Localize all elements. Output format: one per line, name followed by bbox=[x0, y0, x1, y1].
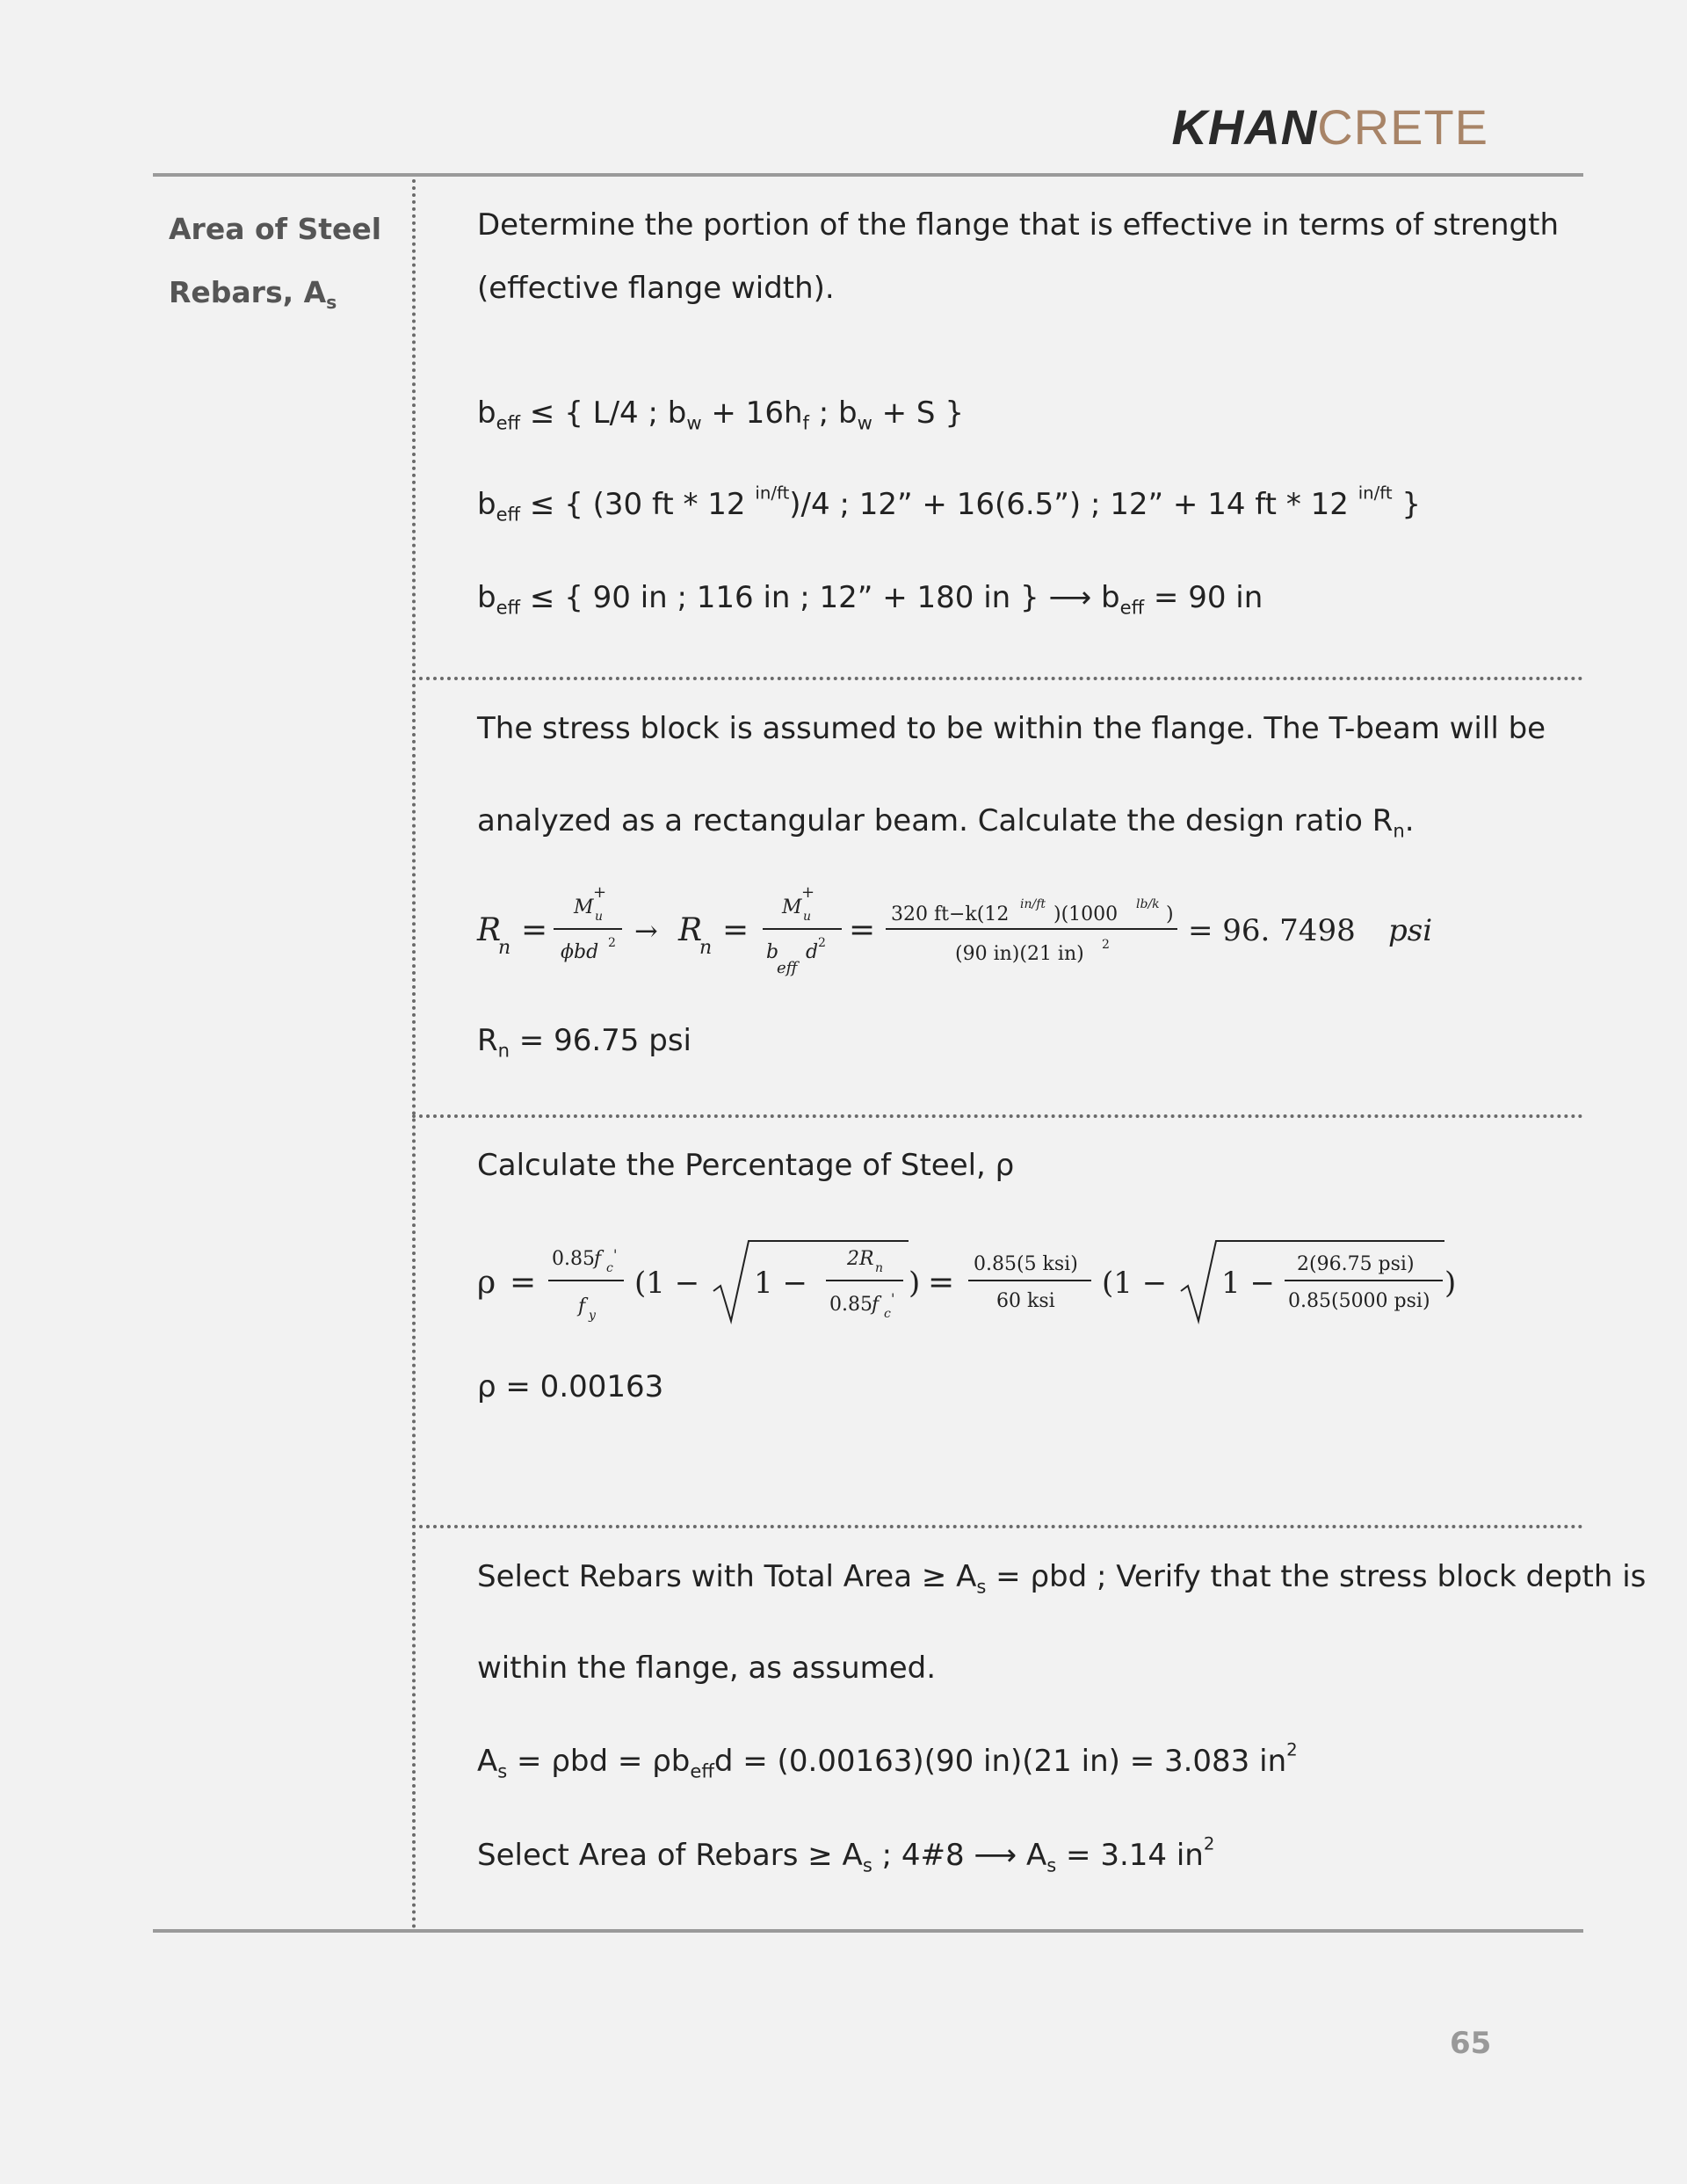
svg-text:0.85(5 ksi): 0.85(5 ksi) bbox=[974, 1253, 1078, 1275]
svg-text:= 96. 7498: = 96. 7498 bbox=[1188, 913, 1356, 948]
svg-text:0.85: 0.85 bbox=[829, 1294, 872, 1316]
top-rule bbox=[153, 173, 1583, 177]
section-divider-1 bbox=[412, 677, 1583, 680]
svg-text:(90 in)(21 in): (90 in)(21 in) bbox=[955, 943, 1084, 965]
rebar-selection: Select Area of Rebars ≥ $A_s$ ; 4#8 ⟶ $A_s = 3.14$ $in^2$ bbox=[477, 1833, 1215, 1876]
s2-intro-line1: The stress block is assumed to be within the flange. The T-beam will be bbox=[477, 711, 1546, 746]
svg-text:y: y bbox=[589, 1309, 596, 1323]
section-divider-3 bbox=[412, 1525, 1583, 1528]
svg-text:c: c bbox=[884, 1307, 891, 1321]
svg-text:c: c bbox=[606, 1261, 613, 1275]
svg-text:M: M bbox=[782, 896, 802, 918]
rho-formula bbox=[474, 1226, 1511, 1344]
brand-light: CRETE bbox=[1317, 99, 1488, 155]
svg-text:=: = bbox=[928, 1265, 955, 1301]
svg-text:(1 −: (1 − bbox=[1102, 1266, 1168, 1301]
s3-intro: Calculate the Percentage of Steel, ρ bbox=[477, 1148, 1015, 1183]
s4-intro-line1: Select Rebars with Total Area ≥ $A_s = \rho bd$ ; Verify that the stress block depth is bbox=[477, 1559, 1647, 1598]
svg-text:n: n bbox=[875, 1261, 884, 1275]
svg-text:in/ft: in/ft bbox=[1020, 897, 1046, 911]
svg-text:+: + bbox=[593, 883, 607, 902]
svg-text:': ' bbox=[613, 1246, 618, 1263]
svg-text:): ) bbox=[1444, 1266, 1457, 1301]
s1-intro-line2: (effective flange width). bbox=[477, 271, 835, 306]
rn-formula bbox=[474, 874, 1511, 1001]
row-label bbox=[169, 198, 381, 324]
svg-text:b: b bbox=[766, 941, 779, 963]
svg-text:lb/k: lb/k bbox=[1136, 897, 1160, 911]
brand-logo bbox=[1171, 98, 1488, 156]
s1-equation-1: $b_{eff}$ ≤ { L/4 ; $b_w + 16h_f$ ; $b_w + S$ } bbox=[477, 395, 964, 434]
svg-text:f: f bbox=[594, 1248, 602, 1270]
s2-intro-line2: analyzed as a rectangular beam. Calculate the design ratio $R_n$. bbox=[477, 803, 1415, 842]
svg-text:1 −: 1 − bbox=[1221, 1266, 1275, 1301]
svg-text:2: 2 bbox=[818, 936, 826, 950]
svg-text:320 ft−k(12: 320 ft−k(12 bbox=[891, 903, 1010, 925]
section-divider-2 bbox=[412, 1114, 1583, 1118]
svg-text:)(1000: )(1000 bbox=[1053, 903, 1119, 925]
svg-text:u: u bbox=[595, 910, 604, 924]
svg-text:M: M bbox=[574, 896, 594, 918]
svg-text:ϕbd: ϕbd bbox=[561, 941, 599, 963]
svg-text:(1 −: (1 − bbox=[634, 1266, 700, 1301]
page-number: 65 bbox=[1450, 2026, 1492, 2061]
svg-text:2(96.75 psi): 2(96.75 psi) bbox=[1297, 1253, 1415, 1275]
svg-text:ρ: ρ bbox=[477, 1265, 496, 1301]
rn-result: $R_n = 96.75$ psi bbox=[477, 1023, 691, 1062]
brand-bold: KHAN bbox=[1171, 99, 1318, 155]
svg-text:n: n bbox=[498, 937, 511, 959]
s1-equation-3: $b_{eff}$ ≤ { 90 in ; 116 in ; 12” + 180 in } ⟶ $b_{eff} = 90$ in bbox=[477, 580, 1263, 619]
s1-equation-2: $b_{eff}$ ≤ { (30 ft * 12 $^{in/ft}$)/4 ; 12” + 16(6.5”) ; 12” + 14 ft * 12 $^{in/ft}$ } bbox=[477, 483, 1422, 526]
svg-text:): ) bbox=[909, 1266, 921, 1301]
svg-text:f: f bbox=[578, 1295, 586, 1317]
bottom-rule bbox=[153, 1929, 1583, 1933]
svg-text:n: n bbox=[699, 937, 713, 959]
svg-text:60 ksi: 60 ksi bbox=[996, 1290, 1055, 1312]
svg-text:0.85(5000 psi): 0.85(5000 psi) bbox=[1288, 1290, 1430, 1312]
svg-text:2R: 2R bbox=[847, 1248, 874, 1270]
svg-text:=: = bbox=[510, 1265, 537, 1301]
svg-text:R: R bbox=[678, 912, 703, 948]
row-label-line1: Area of Steel bbox=[169, 212, 382, 246]
as-calculation: $A_s = \rho bd = \rho b_{eff}d = (0.00163)(90$ in)(21 in) = 3.083 $in^2$ bbox=[477, 1739, 1298, 1782]
svg-text:=: = bbox=[521, 912, 548, 948]
svg-text:R: R bbox=[477, 912, 502, 948]
svg-text:=: = bbox=[849, 912, 876, 948]
svg-text:f: f bbox=[872, 1294, 880, 1316]
svg-text:u: u bbox=[803, 910, 812, 924]
svg-text:): ) bbox=[1166, 903, 1174, 925]
svg-text:eff: eff bbox=[777, 959, 798, 977]
column-divider bbox=[412, 179, 416, 1930]
svg-text:+: + bbox=[801, 883, 815, 902]
svg-text:=: = bbox=[722, 912, 749, 948]
svg-text:': ' bbox=[891, 1290, 895, 1307]
svg-text:2: 2 bbox=[1102, 938, 1110, 952]
svg-text:1 −: 1 − bbox=[754, 1266, 807, 1301]
rho-result: ρ = 0.00163 bbox=[477, 1369, 664, 1404]
svg-text:→: → bbox=[634, 914, 658, 947]
svg-text:d: d bbox=[806, 941, 819, 963]
svg-text:0.85: 0.85 bbox=[552, 1248, 595, 1270]
svg-text:2: 2 bbox=[608, 936, 616, 950]
svg-text:psi: psi bbox=[1388, 913, 1433, 948]
s1-intro-line1: Determine the portion of the flange that is effective in terms of strength bbox=[477, 207, 1560, 243]
s4-intro-line2: within the flange, as assumed. bbox=[477, 1651, 937, 1686]
row-label-line2: Rebars, $A_s$ bbox=[169, 275, 337, 314]
